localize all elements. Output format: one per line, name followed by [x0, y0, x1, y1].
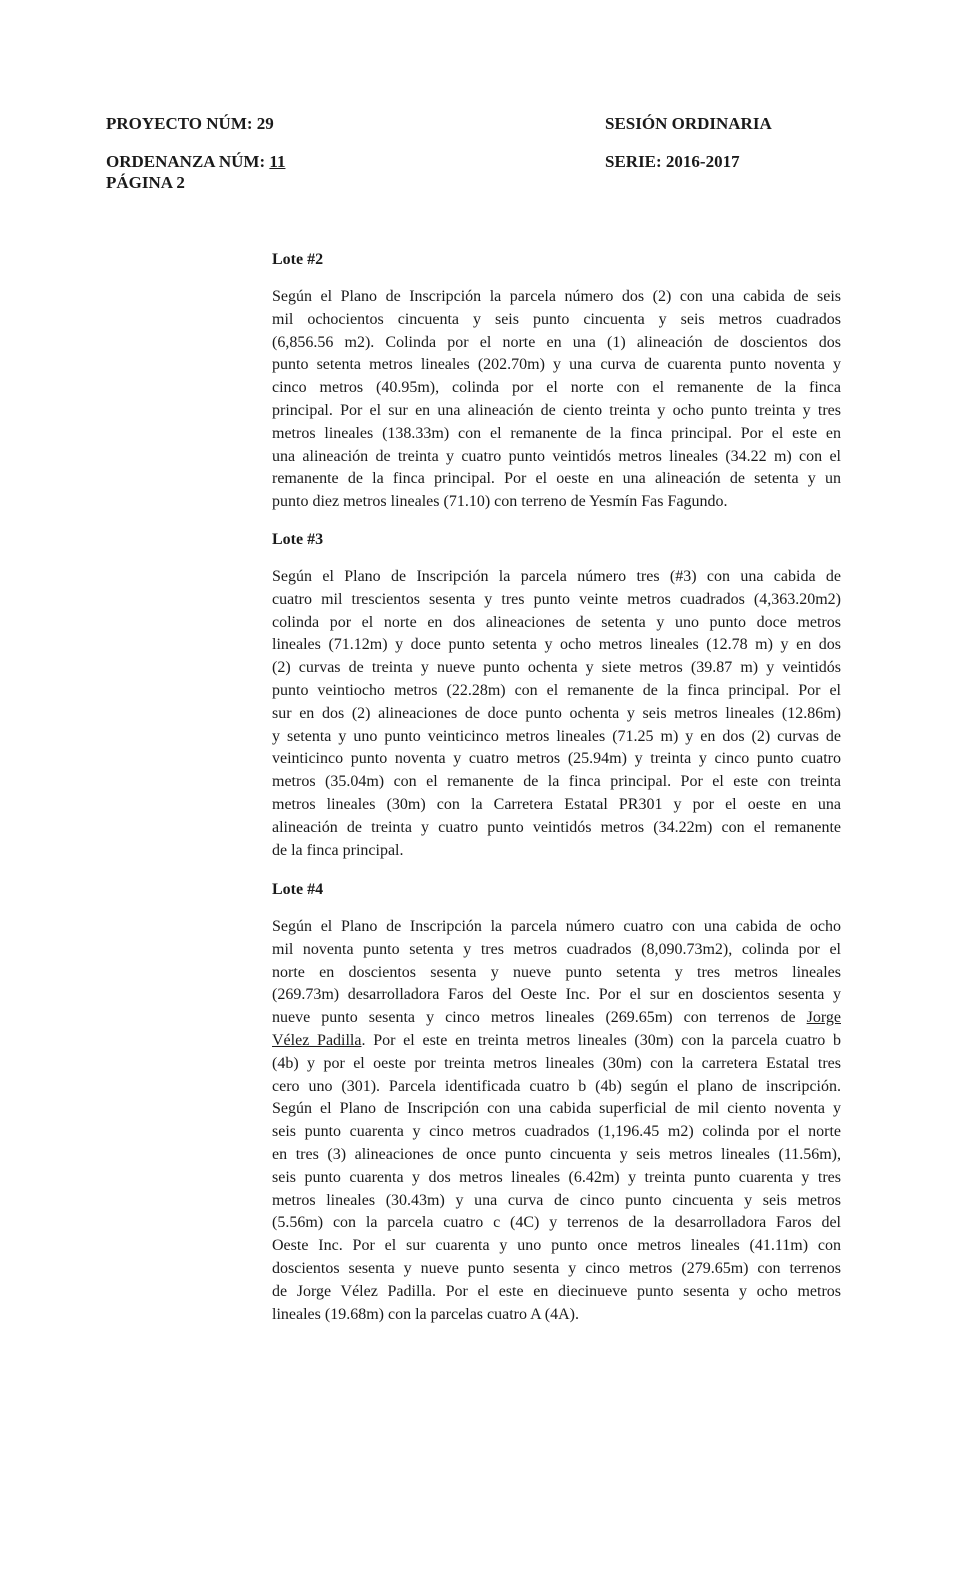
text-line: mil noventa punto setenta y tres metros cuadrados (8,090.73m2), colinda por el	[272, 940, 841, 958]
text-line: doscientos sesenta y nueve punto sesenta y cinco metros (279.65m) con terrenos	[272, 1259, 841, 1277]
text-line: Según el Plano de Inscripción la parcela número dos (2) con una cabida de seis	[272, 288, 841, 305]
text-line: seis punto cuarenta y cinco metros cuadrados (1,196.45 m2) colinda por el norte	[272, 1123, 841, 1141]
text-line: de la finca principal.	[272, 841, 404, 859]
text-line: (2) curvas de treinta y nueve punto ochenta y siete metros (39.87 m) y veintidós	[272, 659, 841, 677]
text-line: lineales (71.12m) y doce punto setenta y ocho metros lineales (12.78 m) y en dos	[272, 636, 841, 654]
text-line: metros lineales (138.33m) con el remanente de la finca principal. Por el este en	[272, 424, 841, 442]
text-line: cuatro mil trescientos sesenta y tres punto veinte metros cuadrados (4,363.20m2)	[272, 590, 841, 608]
text-line: (6,856.56 m2). Colinda por el norte en una (1) alineación de doscientos dos	[272, 333, 841, 351]
text-line: en tres (3) alineaciones de once punto cincuenta y seis metros lineales (11.56m),	[272, 1145, 841, 1163]
text-line: principal. Por el sur en una alineación de ciento treinta y ocho punto treinta y tres	[272, 401, 841, 419]
serie-label: SERIE: 2016-2017	[605, 152, 740, 171]
text-line: alineación de treinta y cuatro punto veintidós metros (34.22m) con el remanente	[272, 818, 841, 836]
owner-name-underlined: Jorge	[806, 1009, 841, 1027]
text-line: sur en dos (2) alineaciones de doce punto ochenta y seis metros lineales (12.86m)	[272, 704, 841, 722]
text-line: cinco metros (40.95m), colinda por el norte con el remanente de la finca	[272, 379, 841, 397]
text-line: cero uno (301). Parcela identificada cuatro b (4b) según el plano de inscripción.	[272, 1077, 841, 1095]
text-line: metros lineales (30.43m) y una curva de cinco punto cincuenta y seis metros	[272, 1191, 841, 1209]
ordenanza-label: ORDENANZA NÚM:	[106, 152, 270, 171]
session-type: SESIÓN ORDINARIA	[605, 114, 772, 133]
text-line	[272, 1007, 841, 1030]
proyecto-number: PROYECTO NÚM: 29	[106, 114, 274, 133]
text-line: (4b) y por el oeste por treinta metros lineales (30m) con la carretera Estatal tres	[272, 1054, 841, 1072]
text-line: punto setenta metros lineales (202.70m) y una curva de cuarenta punto noventa y	[272, 356, 841, 374]
text-line: (269.73m) desarrolladora Faros del Oeste Inc. Por el sur en doscientos sesenta y	[272, 986, 841, 1004]
text-line: y setenta y uno punto veinticinco metros lineales (71.25 m) y en dos (2) curvas de	[272, 727, 841, 745]
text-line: punto veintiocho metros (22.28m) con el remanente de la finca principal. Por el	[272, 681, 841, 699]
text-line: Oeste Inc. Por el sur cuarenta y uno punto once metros lineales (41.11m) con	[272, 1237, 841, 1255]
text-line: Según el Plano de Inscripción la parcela número tres (#3) con una cabida de	[272, 568, 841, 585]
lote-2-description	[272, 286, 841, 514]
text-fragment: nueve punto sesenta y cinco metros lineales (269.65m) con terrenos de	[272, 1009, 807, 1027]
text-line: lineales (19.68m) con la parcelas cuatro A (4A).	[272, 1305, 579, 1323]
text-fragment: . Por el este en treinta metros lineales (30m) con la parcela cuatro b	[361, 1031, 841, 1049]
lote-2-title: Lote #2	[272, 251, 324, 268]
lote-3-title: Lote #3	[272, 531, 324, 548]
text-line: veinticinco punto noventa y cuatro metros (25.94m) y treinta y cinco punto cuatro	[272, 750, 841, 768]
lote-3-description	[272, 566, 841, 862]
text-line: (5.56m) con la parcela cuatro c (4C) y terrenos de la desarrolladora Faros del	[272, 1214, 841, 1232]
page-number: PÁGINA 2	[106, 173, 185, 192]
text-line: metros (35.04m) con el remanente de la finca principal. Por el este con treinta	[272, 773, 841, 791]
lote-4-description	[272, 916, 841, 1326]
text-line: Según el Plano de Inscripción la parcela número cuatro con una cabida de ocho	[272, 918, 841, 935]
text-line: mil ochocientos cincuenta y seis punto cincuenta y seis metros cuadrados	[272, 310, 841, 328]
text-line: remanente de la finca principal. Por el oeste en una alineación de setenta y un	[272, 470, 841, 488]
text-line: metros lineales (30m) con la Carretera Estatal PR301 y por el oeste en una	[272, 795, 841, 813]
text-line	[272, 1030, 841, 1053]
lote-4-title: Lote #4	[272, 881, 324, 898]
owner-name-underlined: Vélez Padilla	[272, 1031, 362, 1049]
text-line: norte en doscientos sesenta y nueve punto setenta y tres metros lineales	[272, 963, 841, 981]
ordenanza-number	[106, 152, 285, 172]
text-line: una alineación de treinta y cuatro punto veintidós metros lineales (34.22 m) con el	[272, 447, 841, 465]
text-line: punto diez metros lineales (71.10) con terreno de Yesmín Fas Fagundo.	[272, 493, 728, 511]
text-line: Según el Plano de Inscripción con una cabida superficial de mil ciento noventa y	[272, 1100, 841, 1118]
text-line: colinda por el norte en dos alineaciones de setenta y uno punto doce metros	[272, 613, 841, 631]
text-line: seis punto cuarenta y dos metros lineales (6.42m) y treinta punto cuarenta y tres	[272, 1168, 841, 1186]
ordenanza-value: 11	[269, 152, 286, 171]
text-line: de Jorge Vélez Padilla. Por el este en diecinueve punto sesenta y ocho metros	[272, 1282, 841, 1300]
